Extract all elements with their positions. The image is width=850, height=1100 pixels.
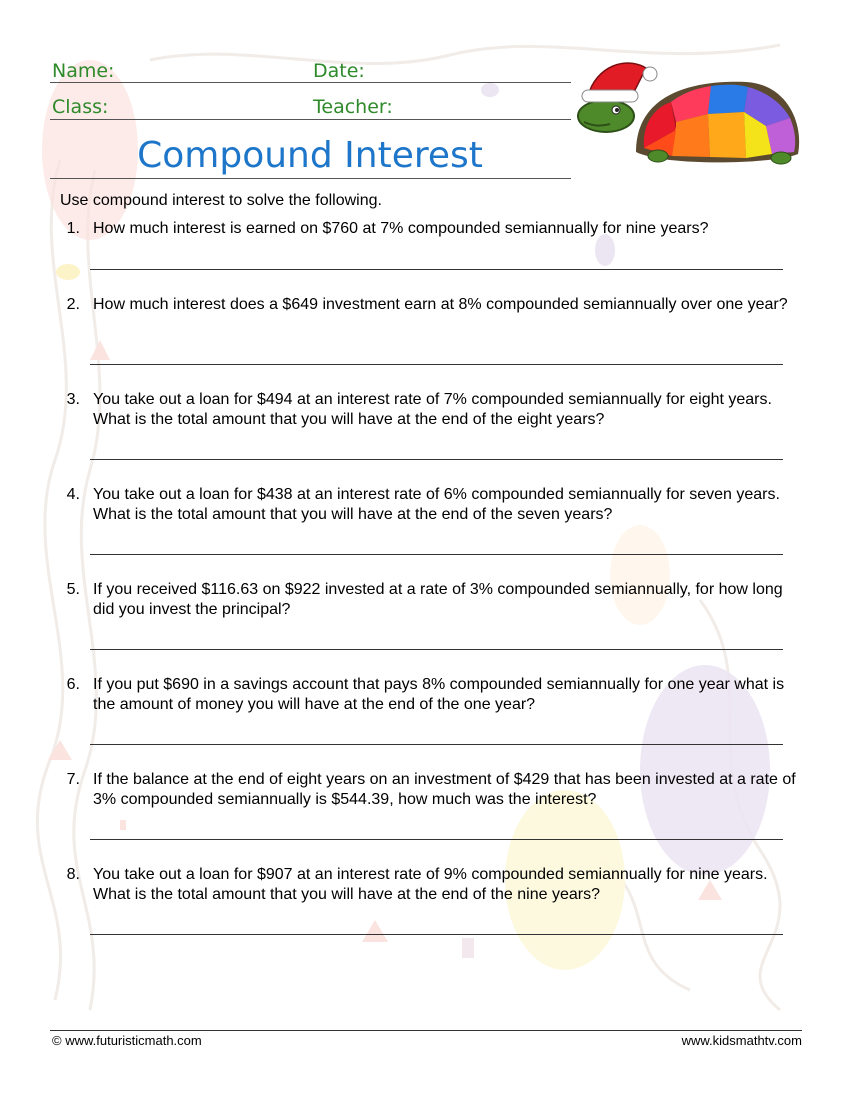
question-number: 2. (66, 296, 80, 313)
answer-line-3[interactable] (90, 459, 783, 460)
question-text: If the balance at the end of eight years on an investment of $429 that has been invested at a rate of 3% compounded semiannually is $544.39, how much was the interest? (93, 771, 796, 808)
answer-line-8[interactable] (90, 934, 783, 935)
question-number: 7. (66, 771, 80, 788)
answer-line-1[interactable] (90, 269, 783, 270)
turtle-santa-hat-icon (576, 52, 806, 172)
question-number: 4. (66, 486, 80, 503)
question-text: How much interest is earned on $760 at 7% compounded semiannually for nine years? (93, 220, 709, 237)
question-text: If you received $116.63 on $922 invested at a rate of 3% compounded semiannually, for how long did you invest the principal? (93, 581, 783, 618)
question-text: You take out a loan for $438 at an interest rate of 6% compounded semiannually for seven years. What is the total amount that you will have at the end of the seven years? (93, 486, 780, 523)
question-number: 8. (66, 866, 80, 883)
question-number: 1. (66, 220, 80, 237)
answer-line-4[interactable] (90, 554, 783, 555)
question-text: How much interest does a $649 investment earn at 8% compounded semiannually over one year? (93, 296, 788, 313)
page-title: Compound Interest (137, 135, 483, 176)
answer-line-7[interactable] (90, 839, 783, 840)
class-label: Class: (52, 96, 109, 118)
date-label: Date: (313, 60, 365, 82)
name-label: Name: (52, 60, 115, 82)
question-text: If you put $690 in a savings account that pays 8% compounded semiannually for one year what is the amount of money you will have at the end of the one year? (93, 676, 785, 713)
footer-website: www.kidsmathtv.com (681, 1033, 802, 1048)
instructions: Use compound interest to solve the following. (60, 192, 382, 209)
question-number: 3. (66, 391, 80, 408)
class-teacher-line[interactable] (50, 119, 571, 120)
question-number: 5. (66, 581, 80, 598)
teacher-label: Teacher: (313, 96, 393, 118)
answer-line-2[interactable] (90, 364, 783, 365)
question-number: 6. (66, 676, 80, 693)
name-date-line[interactable] (50, 82, 571, 83)
answer-line-5[interactable] (90, 649, 783, 650)
question-text: You take out a loan for $494 at an interest rate of 7% compounded semiannually for eight years. What is the total amount that you will have at the end of the eight years? (93, 391, 772, 428)
question-text: You take out a loan for $907 at an interest rate of 9% compounded semiannually for nine years. What is the total amount that you will have at the end of the nine years? (93, 866, 768, 903)
footer-copyright: © www.futuristicmath.com (52, 1033, 202, 1048)
answer-line-6[interactable] (90, 744, 783, 745)
footer-divider (50, 1030, 802, 1031)
title-underline (50, 178, 571, 179)
